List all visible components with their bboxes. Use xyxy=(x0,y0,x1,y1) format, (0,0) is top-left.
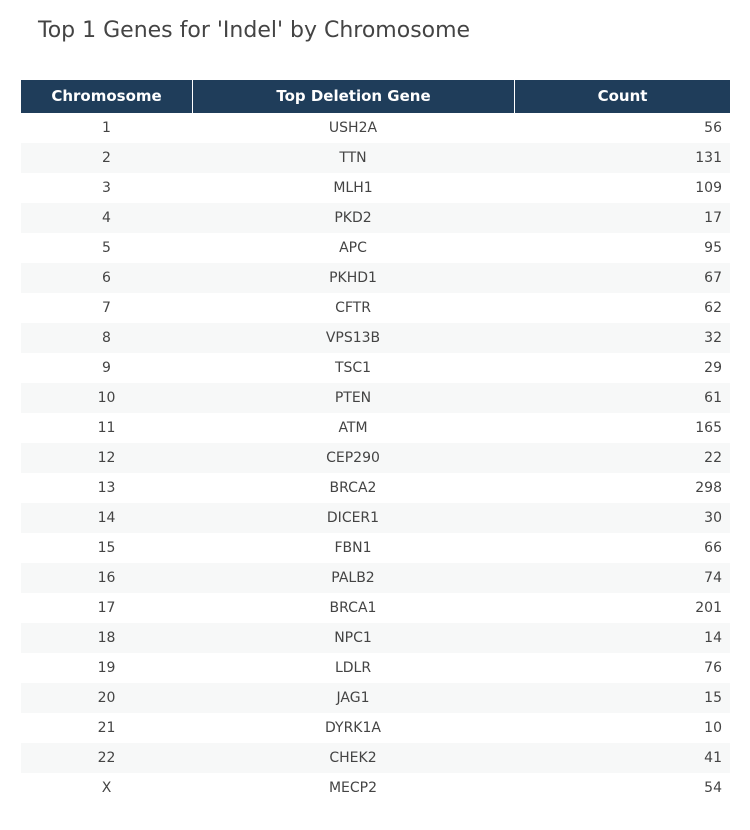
cell-count: 56 xyxy=(704,120,722,136)
cell-chromosome: 17 xyxy=(97,600,116,616)
column-header-top-deletion-gene[interactable]: Top Deletion Gene xyxy=(192,80,514,113)
cell-gene: DICER1 xyxy=(326,510,380,526)
cell-gene: PKHD1 xyxy=(329,270,377,286)
cell-count: 76 xyxy=(704,660,722,676)
cell-chromosome: 2 xyxy=(102,150,111,166)
cell-count: 165 xyxy=(695,420,722,436)
cell-count: 29 xyxy=(704,360,722,376)
cell-gene: CEP290 xyxy=(326,450,380,466)
cell-count: 41 xyxy=(704,750,722,766)
cell-count: 95 xyxy=(704,240,722,256)
table-row xyxy=(21,353,730,383)
table-row xyxy=(21,503,730,533)
cell-chromosome: 16 xyxy=(97,570,116,586)
table-row xyxy=(21,173,730,203)
cell-count: 61 xyxy=(704,390,722,406)
table-row xyxy=(21,233,730,263)
cell-gene: MECP2 xyxy=(328,780,378,796)
table-row xyxy=(21,263,730,293)
table-header xyxy=(21,80,730,113)
cell-count: 62 xyxy=(704,300,722,316)
cell-count: 15 xyxy=(704,690,722,706)
cell-gene: PTEN xyxy=(334,390,372,406)
cell-chromosome: 12 xyxy=(97,450,116,466)
cell-count: 74 xyxy=(704,570,722,586)
cell-gene: PALB2 xyxy=(331,570,375,586)
cell-chromosome: 15 xyxy=(97,540,116,556)
column-header-count[interactable]: Count xyxy=(514,80,730,113)
cell-gene: NPC1 xyxy=(334,630,372,646)
cell-chromosome: 21 xyxy=(97,720,116,736)
cell-chromosome: 3 xyxy=(102,180,111,196)
cell-count: 298 xyxy=(695,480,722,496)
cell-chromosome: 4 xyxy=(102,210,111,226)
table-row xyxy=(21,713,730,743)
cell-gene: ATM xyxy=(338,420,368,436)
cell-gene: MLH1 xyxy=(333,180,373,196)
cell-chromosome: 7 xyxy=(102,300,111,316)
cell-count: 67 xyxy=(704,270,722,286)
column-header-chromosome[interactable]: Chromosome xyxy=(51,87,162,105)
cell-gene: LDLR xyxy=(334,660,372,676)
cell-chromosome: 13 xyxy=(97,480,116,496)
table-row xyxy=(21,203,730,233)
cell-gene: PKD2 xyxy=(334,210,372,226)
cell-gene: TSC1 xyxy=(334,360,372,376)
cell-count: 54 xyxy=(704,780,722,796)
cell-gene: JAG1 xyxy=(336,690,370,706)
cell-count: 10 xyxy=(704,720,722,736)
cell-count: 17 xyxy=(704,210,722,226)
cell-chromosome: 8 xyxy=(102,330,111,346)
cell-count: 14 xyxy=(704,630,722,646)
table-row xyxy=(21,113,730,143)
table-row xyxy=(21,533,730,563)
cell-chromosome: 18 xyxy=(97,630,116,646)
cell-gene: BRCA2 xyxy=(329,480,377,496)
cell-gene: FBN1 xyxy=(334,540,372,556)
cell-chromosome: 22 xyxy=(97,750,116,766)
cell-count: 201 xyxy=(695,600,722,616)
cell-gene: CFTR xyxy=(335,300,371,316)
table-row xyxy=(21,383,730,413)
cell-count: 109 xyxy=(695,180,722,196)
cell-chromosome: 10 xyxy=(97,390,116,406)
cell-gene: CHEK2 xyxy=(329,750,377,766)
table-row xyxy=(21,683,730,713)
cell-gene: USH2A xyxy=(328,120,378,136)
cell-gene: TTN xyxy=(339,150,367,166)
cell-chromosome: 1 xyxy=(102,120,111,136)
cell-chromosome: 5 xyxy=(102,240,111,256)
table-body xyxy=(21,113,730,803)
table-row xyxy=(21,623,730,653)
cell-chromosome: 14 xyxy=(97,510,116,526)
cell-chromosome: 6 xyxy=(102,270,111,286)
table-row xyxy=(21,653,730,683)
cell-chromosome: 20 xyxy=(97,690,116,706)
cell-chromosome: X xyxy=(101,780,112,796)
cell-gene: DYRK1A xyxy=(325,720,381,736)
cell-count: 30 xyxy=(704,510,722,526)
cell-count: 22 xyxy=(704,450,722,466)
table-row xyxy=(21,143,730,173)
cell-count: 131 xyxy=(695,150,722,166)
cell-gene: BRCA1 xyxy=(329,600,377,616)
table-row xyxy=(21,563,730,593)
cell-gene: APC xyxy=(339,240,367,256)
table-row xyxy=(21,593,730,623)
cell-count: 32 xyxy=(704,330,722,346)
cell-chromosome: 11 xyxy=(97,420,116,436)
table-row xyxy=(21,323,730,353)
cell-chromosome: 9 xyxy=(102,360,111,376)
table-row xyxy=(21,743,730,773)
cell-chromosome: 19 xyxy=(97,660,116,676)
table-row xyxy=(21,293,730,323)
table-row xyxy=(21,473,730,503)
table-row xyxy=(21,443,730,473)
table-row xyxy=(21,773,730,803)
gene-table xyxy=(21,80,730,803)
table-row xyxy=(21,413,730,443)
cell-gene: VPS13B xyxy=(325,330,381,346)
chart-title: Top 1 Genes for 'Indel' by Chromosome xyxy=(38,18,471,43)
cell-count: 66 xyxy=(704,540,722,556)
